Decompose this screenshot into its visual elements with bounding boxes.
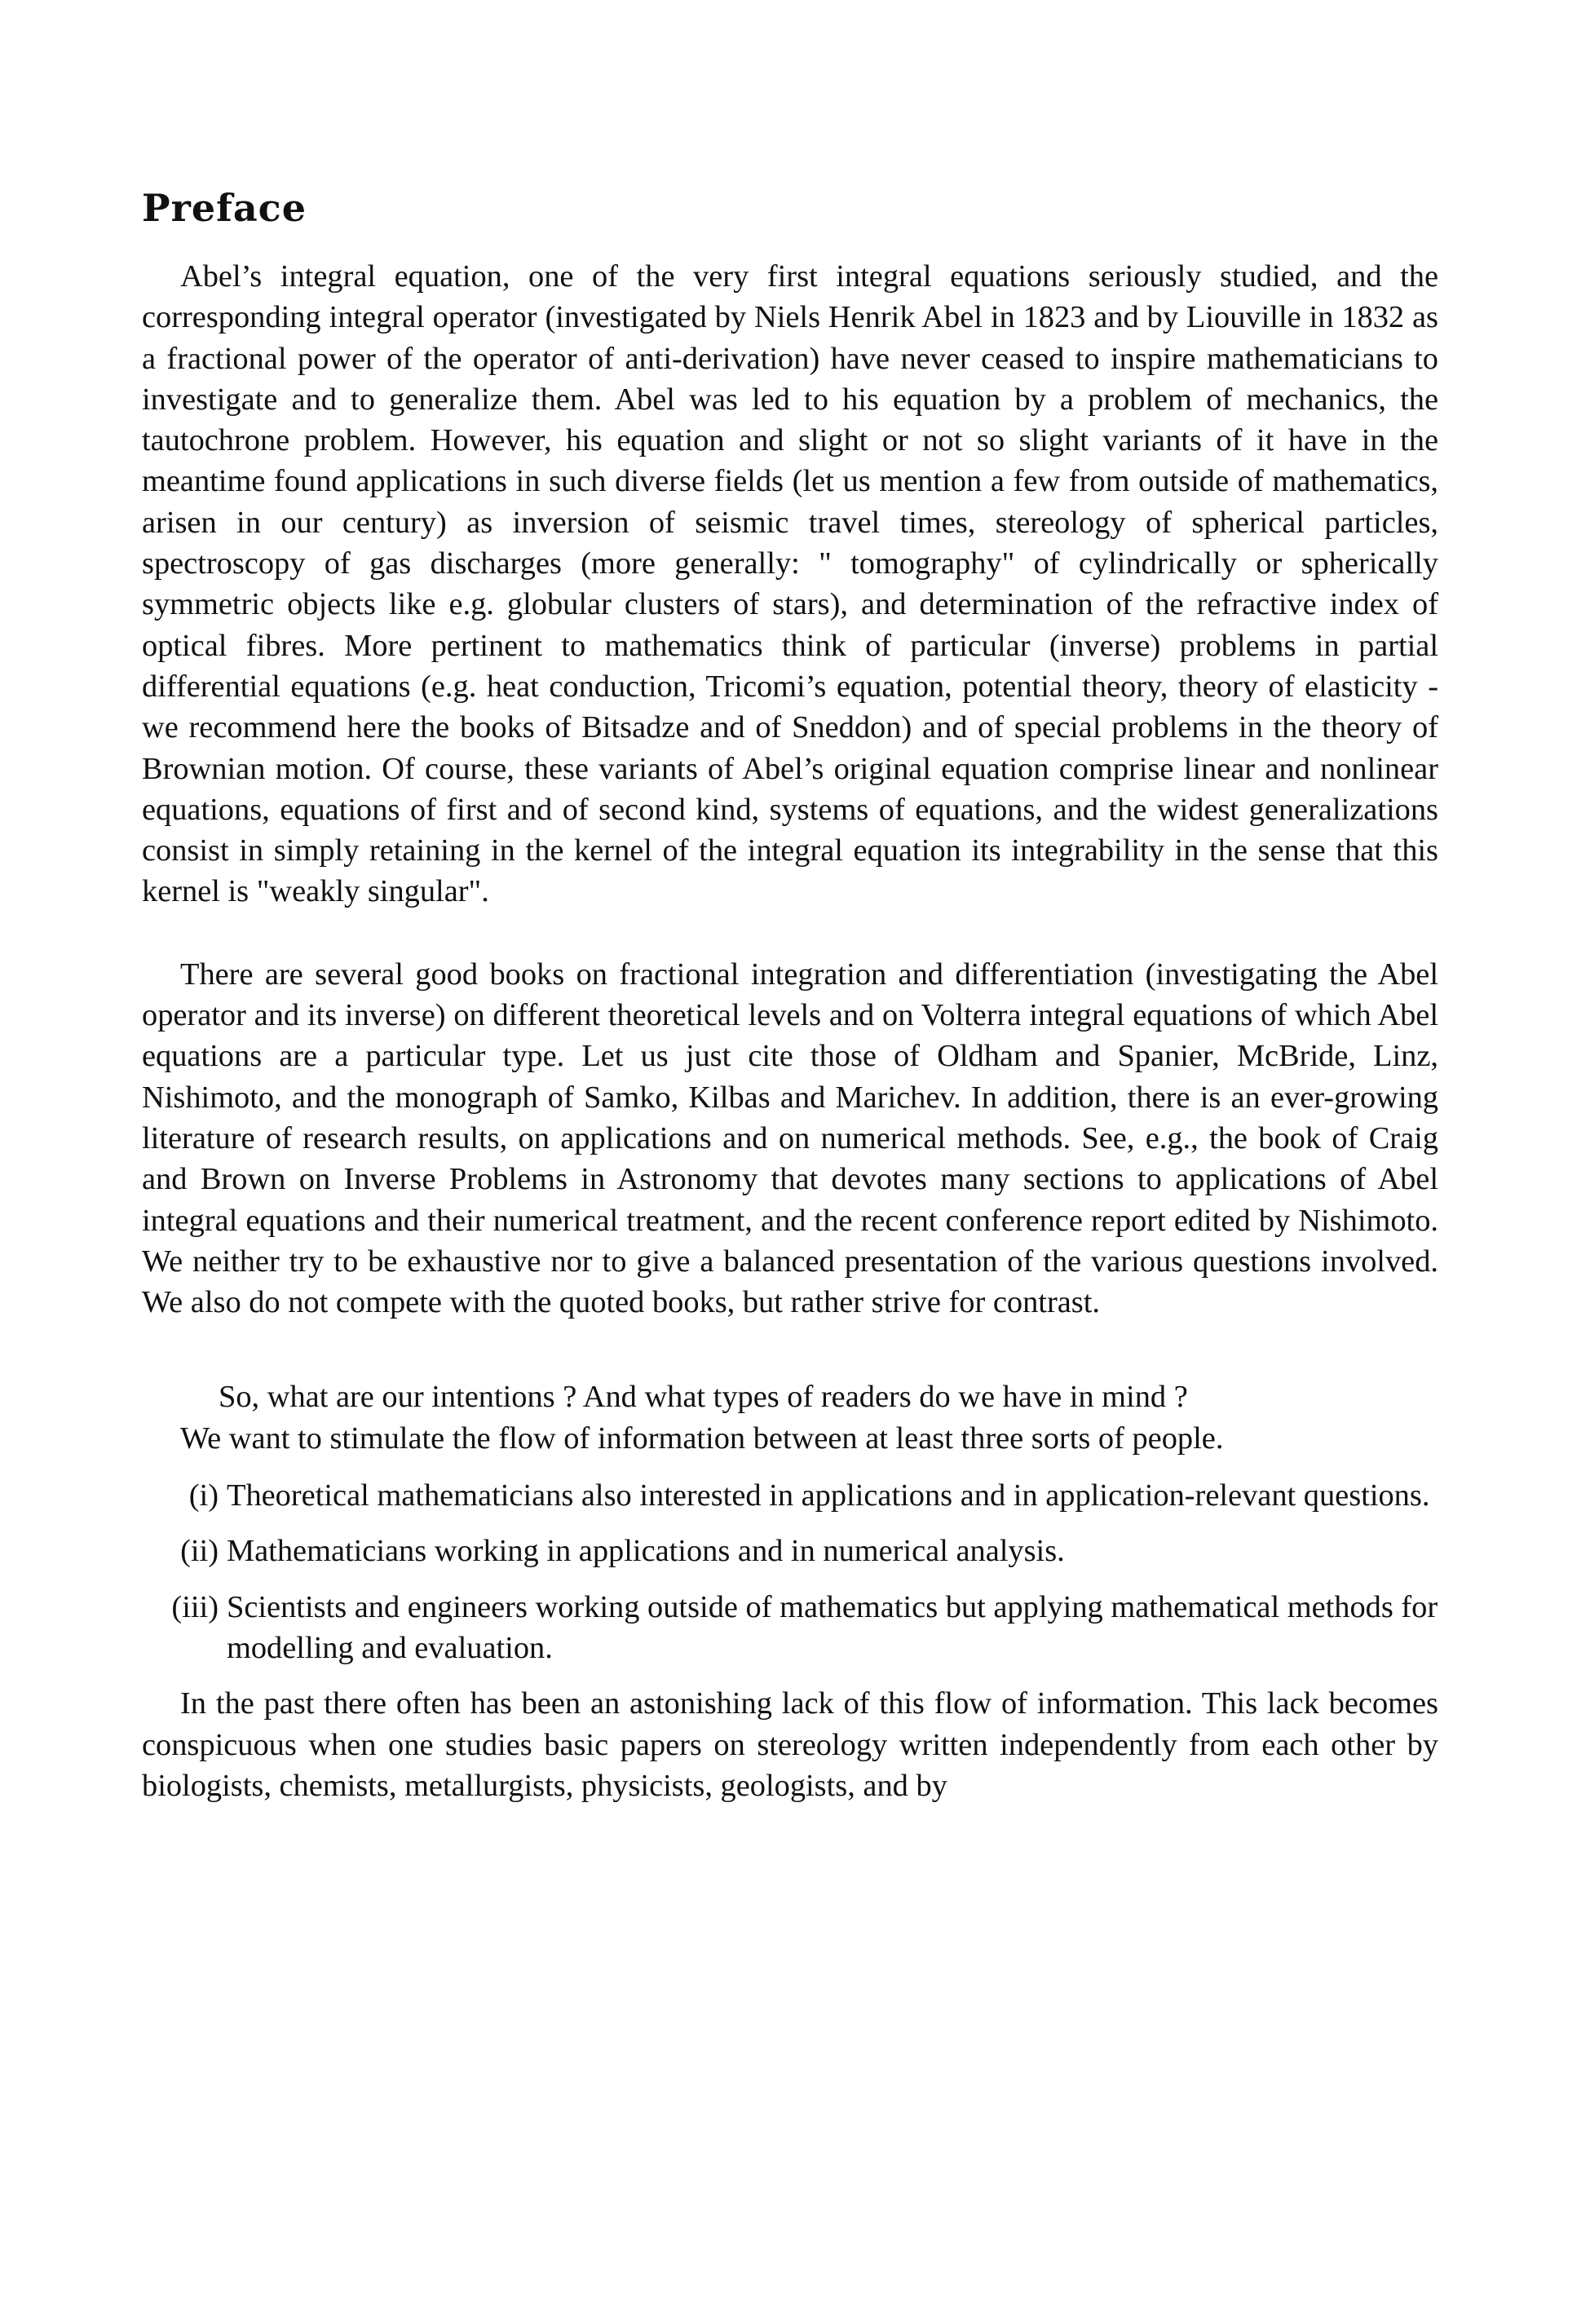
list-item-text: Mathematicians working in applications and in numerical analysis.	[227, 1534, 1065, 1569]
paragraph-flow-of-information: In the past there often has been an astonishing lack of this flow of information. This lack becomes conspicuous when one studies basic papers on stereology written independently from each other by biologists, chemists, metallurgists, physicists, geologists, and by	[142, 1686, 1438, 1803]
preface-body	[142, 256, 1438, 1806]
list-item-number: (ii)	[180, 1534, 219, 1569]
intentions-block	[142, 1376, 1438, 1459]
paragraph-abel-equation: Abel’s integral equation, one of the very first integral equations seriously studied, and the corresponding integral operator (investigated by Niels Henrik Abel in 1823 and by Liouville in 1832 as a fractional power of the operator of anti-derivation) have never ceased to inspire mathematicians to investigate and to generalize them. Abel was led to his equation by a problem of mechanics, the tautochrone problem. However, his equation and slight or not so slight variants of it have in the meantime found applications in such diverse fields (let us mention a few from outside of mathematics, arisen in our century) as inversion of seismic travel times, stereology of spherical particles, spectroscopy of gas discharges (more generally: " tomography" of cylindrically or spherically symmetric objects like e.g. globular clusters of stars), and determination of the refractive index of optical fibres. More pertinent to mathematics think of particular (inverse) problems in partial differential equations (e.g. heat conduction, Tricomi’s equation, potential theory, theory of elasticity - we recommend here the books of Bitsadze and of Sneddon) and of special problems in the theory of Brownian motion. Of course, these variants of Abel’s original equation comprise linear and nonlinear equations, equations of first and of second kind, systems of equations, and the widest generalizations consist in simply retaining in the kernel of the integral equation its integrability in the sense that this kernel is "weakly singular".	[142, 259, 1438, 909]
list-item	[142, 1475, 1438, 1516]
page-title: Preface	[142, 186, 307, 230]
intentions-statement: We want to stimulate the flow of information between at least three sorts of people.	[180, 1420, 1224, 1456]
reader-types-list	[142, 1475, 1438, 1668]
list-item-text: Scientists and engineers working outside of mathematics but applying mathematical methods for modelling and evaluation.	[227, 1589, 1438, 1665]
list-item	[142, 1587, 1438, 1669]
paragraph-literature: There are several good books on fractional integration and differentiation (investigating the Abel operator and its inverse) on different theoretical levels and on Volterra integral equations of which Abel equations are a particular type. Let us just cite those of Oldham and Spanier, McBride, Linz, Nishimoto, and the monograph of Samko, Kilbas and Marichev. In addition, there is an ever-growing literature of research results, on applications and on numerical methods. See, e.g., the book of Craig and Brown on Inverse Problems in Astronomy that devotes many sections to applications of Abel integral equations and their numerical treatment, and the recent conference report edited by Nishimoto. We neither try to be exhaustive nor to give a balanced presentation of the various questions involved. We also do not compete with the quoted books, but rather strive for contrast.	[142, 957, 1438, 1320]
list-item-number: (i)	[188, 1478, 219, 1513]
intentions-question: So, what are our intentions ? And what types of readers do we have in mind ?	[219, 1380, 1188, 1415]
list-item	[142, 1531, 1438, 1571]
list-item-text: Theoretical mathematicians also interested in applications and in application-relevant questions.	[227, 1478, 1430, 1513]
list-item-number: (iii)	[171, 1589, 219, 1624]
